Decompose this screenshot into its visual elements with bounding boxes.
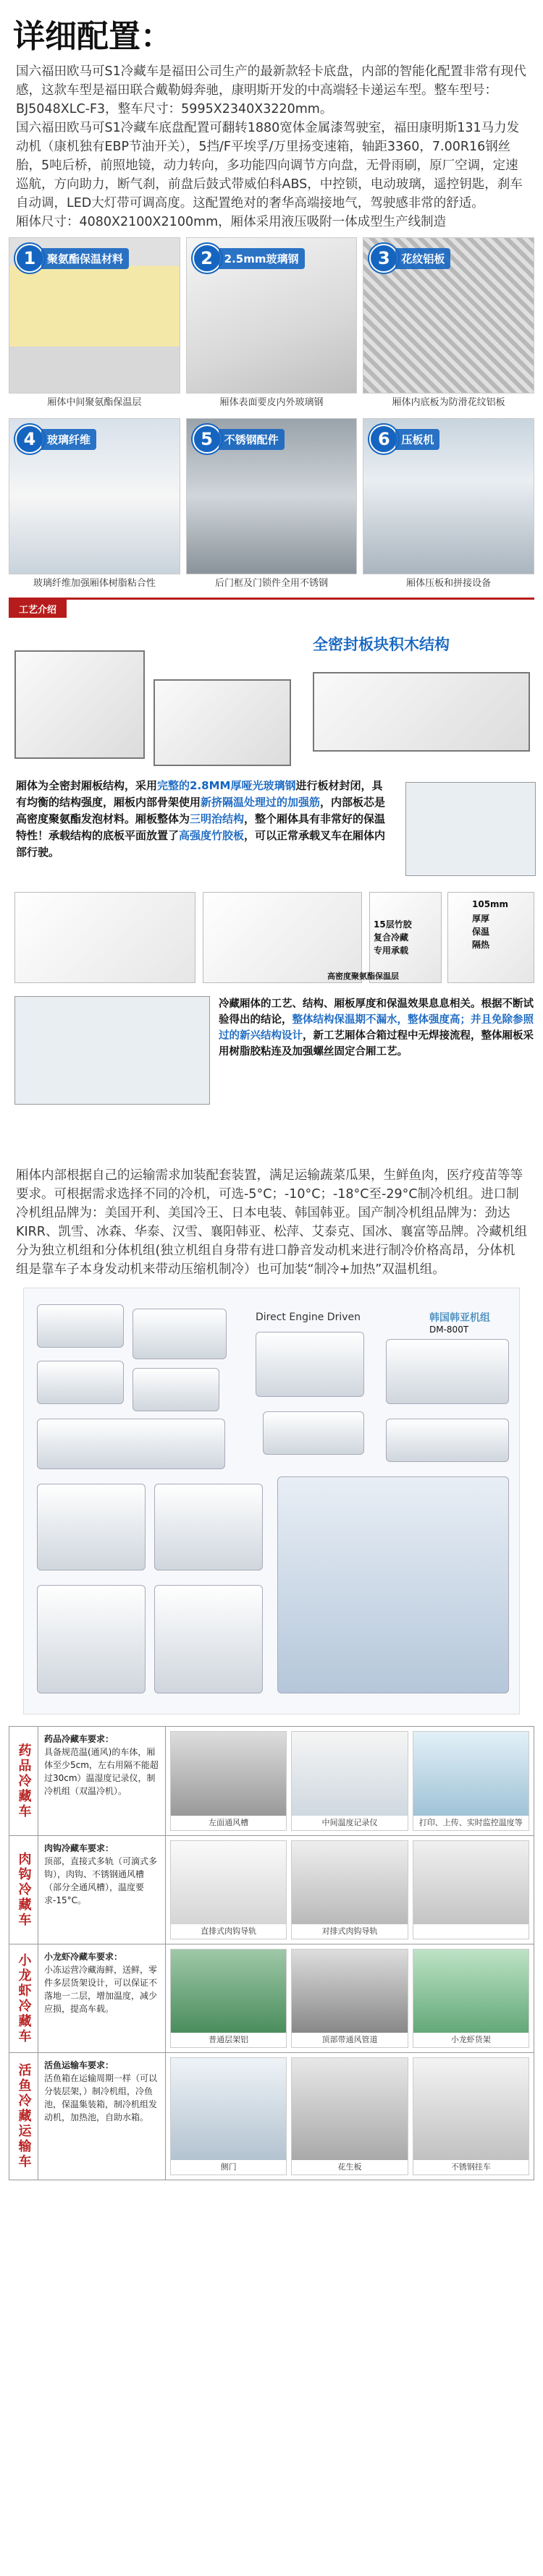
feature-number: 4 bbox=[15, 425, 44, 454]
process-text-2: 冷藏厢体的工艺、结构、厢板厚度和保温效果息息相关。根据不断试验得出的结论，整体结构保温期不漏水，整体强度高；并且免除参照过的新兴结构设计，新工艺厢体合箱过程中无焊接流程，整体厢板采用树脂胶粘连及加强螺丝固定合厢工艺。 bbox=[219, 998, 534, 1058]
row-image: 打印、上传、实时监控温度等 bbox=[413, 1731, 529, 1831]
process-title: 全密封板块积木结构 bbox=[313, 636, 450, 653]
row-label: 药品冷藏车 bbox=[9, 1727, 38, 1835]
unit-image bbox=[263, 1411, 364, 1455]
row-image: 花生板 bbox=[291, 2057, 408, 2175]
feature-number: 5 bbox=[193, 425, 222, 454]
row-image: 普通层架铝 bbox=[170, 1949, 287, 2048]
row-image: 侧门 bbox=[170, 2057, 287, 2175]
box-diagram-2 bbox=[153, 679, 291, 766]
refrigeration-units-collage bbox=[23, 1288, 520, 1714]
feature-number: 1 bbox=[15, 244, 44, 273]
feature-title: 2.5mm玻璃钢 bbox=[219, 248, 305, 269]
unit-image bbox=[132, 1309, 227, 1359]
truck-image-2 bbox=[14, 996, 210, 1105]
box-diagram-1 bbox=[14, 650, 145, 759]
unit-image bbox=[154, 1585, 263, 1693]
row-label: 肉钩冷藏车 bbox=[9, 1836, 38, 1944]
row-description: 活鱼运输车要求： 活鱼箱在运输周期一样（可以分装层架，）制冷机组，冷鱼池，保温集装箱，制冷机组发动机，加热池，自助水箱。 bbox=[38, 2053, 166, 2180]
unit-image bbox=[386, 1419, 509, 1462]
feature-card bbox=[363, 418, 534, 593]
feature-image-stainless bbox=[186, 418, 358, 574]
feature-number: 3 bbox=[369, 244, 398, 273]
vehicle-type-table bbox=[9, 1726, 534, 2180]
feature-title: 不锈钢配件 bbox=[219, 429, 285, 450]
feature-image-fiberglass bbox=[186, 237, 358, 394]
feature-title: 压板机 bbox=[395, 429, 439, 450]
collage-model: DM-800T bbox=[429, 1325, 469, 1335]
unit-image bbox=[37, 1585, 146, 1693]
unit-image bbox=[154, 1484, 263, 1570]
panel-label: 复合冷藏 bbox=[374, 932, 409, 943]
panel-label: 105mm bbox=[472, 899, 509, 909]
row-image: 左面通风槽 bbox=[170, 1731, 287, 1831]
row-description: 药品冷藏车要求： 具备规范温(通风)的车体，厢体至少5cm，左右用隔不能超过30cm）温湿度记录仪，制冷机组（双温冷机）。 bbox=[38, 1727, 166, 1835]
process-tag: 工艺介绍 bbox=[9, 600, 67, 618]
row-image bbox=[413, 1840, 529, 1939]
intro-paragraph-2: 国六福田欧马可S1冷藏车底盘配置可翻转1880宽体金属漆驾驶室，福田康明斯131马力发动机（康机独有EBP节油开关），5挡/F平埃孚/万里扬变速箱，轴距3360，7.00R16钢丝胎，5吨后桥，前照地镜，动力转向，多功能四向调节方向盘，无骨雨刷，原厂空调，定速巡航，方向助力，断气刹，前盘后鼓式带威伯科ABS，中控锁，电动玻璃，遥控钥匙，刹车自动调，LED大灯带可调高度。这配置绝对的奢华高端接地气，驾驶感非常的舒适。 bbox=[16, 121, 523, 211]
panel-label: 保温 bbox=[472, 927, 490, 937]
feature-image-press bbox=[363, 418, 534, 574]
table-row bbox=[9, 1944, 534, 2052]
row-description: 肉钩冷藏车要求： 顶部，直接式多轨（可滴式多钩），肉钩、不锈钢通风槽（部分全通风槽），温度要求-15°C。 bbox=[38, 1836, 166, 1944]
truck-installed-unit-image bbox=[277, 1476, 509, 1693]
feature-image-aluminum bbox=[363, 237, 534, 394]
feature-caption: 厢体中间聚氨酯保温层 bbox=[47, 397, 142, 408]
feature-card bbox=[9, 237, 180, 412]
feature-card bbox=[186, 237, 358, 412]
feature-grid bbox=[0, 231, 543, 593]
collage-title-brand: 韩国韩亚机组 bbox=[429, 1312, 490, 1324]
feature-caption: 厢体内底板为防滑花纹铝板 bbox=[392, 397, 505, 408]
intro-paragraph-3: 厢体尺寸：4080X2100X2100mm，厢体采用液压吸附一体成型生产线制造 bbox=[16, 215, 447, 229]
process-text-1: 厢体为全密封厢板结构，采用完整的2.8MM厚哑光玻璃钢进行板材封闭，具有均衡的结构强度，厢板内部骨架使用新挤隔温处理过的加强筋，内部板芯是高密度聚氨酯发泡材料。厢板整体为三明治结构，整个厢体具有非常好的保温特性！承载结构的底板平面放置了高强度竹胶板，可以正常承载叉车在厢体内部行驶。 bbox=[16, 779, 386, 859]
table-row bbox=[9, 1727, 534, 1835]
unit-image bbox=[132, 1368, 219, 1411]
unit-image bbox=[256, 1332, 364, 1397]
truck-image-1 bbox=[405, 782, 536, 876]
unit-image bbox=[37, 1419, 225, 1469]
feature-card bbox=[9, 418, 180, 593]
feature-caption: 厢体压板和拼接设备 bbox=[406, 578, 492, 589]
panel-image-1 bbox=[14, 892, 195, 983]
feature-image-insulation bbox=[9, 237, 180, 394]
unit-image bbox=[37, 1484, 146, 1570]
process-section bbox=[9, 598, 534, 1162]
panel-label: 厚厚 bbox=[472, 914, 490, 924]
feature-card bbox=[363, 237, 534, 412]
feature-number: 2 bbox=[193, 244, 222, 273]
row-label: 活鱼冷藏运输车 bbox=[9, 2053, 38, 2180]
feature-title: 玻璃纤维 bbox=[41, 429, 96, 450]
row-image: 直排式肉钩导轨 bbox=[170, 1840, 287, 1939]
feature-image-glassfiber bbox=[9, 418, 180, 574]
feature-card bbox=[186, 418, 358, 593]
table-row bbox=[9, 1835, 534, 1944]
row-image: 顶部带通风管道 bbox=[291, 1949, 408, 2048]
row-image: 中间温度记录仪 bbox=[291, 1731, 408, 1831]
unit-image bbox=[386, 1339, 509, 1404]
intro-section bbox=[0, 62, 543, 231]
row-description: 小龙虾冷藏车要求： 小冻运营冷藏海鲜，送鲜，零件多层货架设计，可以保证不落地一二层，增加温度，减少应损，提高车载。 bbox=[38, 1944, 166, 2052]
row-image: 小龙虾货架 bbox=[413, 1949, 529, 2048]
feature-number: 6 bbox=[369, 425, 398, 454]
box-diagram-3 bbox=[313, 672, 530, 752]
feature-title: 花纹铝板 bbox=[395, 248, 450, 269]
row-image: 不锈钢挂车 bbox=[413, 2057, 529, 2175]
row-image: 对排式肉钩导轨 bbox=[291, 1840, 408, 1939]
feature-caption: 玻璃纤维加强厢体树脂粘合性 bbox=[33, 578, 156, 589]
feature-caption: 后门框及门锁件全用不锈钢 bbox=[214, 578, 328, 589]
panel-label: 15层竹胶 bbox=[374, 919, 412, 930]
unit-image bbox=[37, 1361, 124, 1404]
description-text: 厢体内部根据自己的运输需求加装配套装置，满足运输蔬菜瓜果，生鲜鱼肉，医疗疫苗等等要求。可根据需求选择不同的冷机，可选-5°C；-10°C；-18°C至-29°C制冷机组。进口制冷机组品牌为：美国开利、美国冷王、日本电装、韩国韩亚。国产制冷机组品牌为：劲达KIRR、凯雪、冰森、华泰、汉雪、襄阳韩亚、松萍、艾泰克、国冰、襄富等品牌。冷藏机组分为独立机组和分体机组(独立机组自身带有进口静音发动机来进行制冷价格高昂，分体机组是靠车子本身发动机来带动压缩机制冷）也可加装“制冷+加热”双温机组。 bbox=[16, 1168, 527, 1277]
intro-paragraph-1: 国六福田欧马可S1冷藏车是福田公司生产的最新款轻卡底盘，内部的智能化配置非常有现代感，这款车型是福田联合戴勒姆奔驰，康明斯开发的中高端轻卡递运车型。整车型号：BJ5048XLC-F3，整车尺寸：5995X2340X3220mm。 bbox=[16, 64, 526, 116]
feature-caption: 厢体表面要皮内外玻璃钢 bbox=[219, 397, 324, 408]
panel-label: 高密度聚氨酯保温层 bbox=[327, 972, 399, 981]
panel-label: 专用承载 bbox=[374, 945, 409, 956]
collage-title: Direct Engine Driven bbox=[256, 1312, 361, 1323]
table-row bbox=[9, 2052, 534, 2180]
feature-title: 聚氨酯保温材料 bbox=[41, 248, 129, 269]
unit-image bbox=[37, 1304, 124, 1348]
panel-label: 隔热 bbox=[472, 940, 490, 950]
row-label: 小龙虾冷藏车 bbox=[9, 1944, 38, 2052]
page-title: 详细配置： bbox=[13, 18, 172, 55]
